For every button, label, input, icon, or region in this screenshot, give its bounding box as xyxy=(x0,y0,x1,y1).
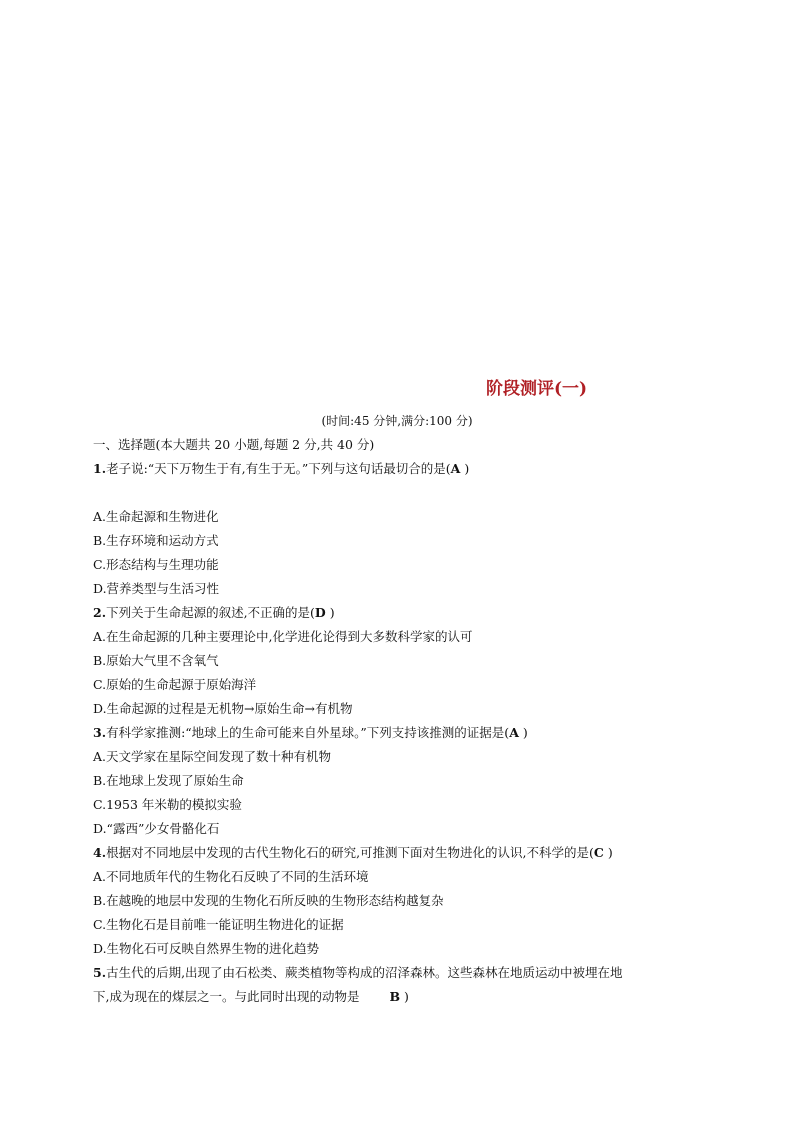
question-number: 3. xyxy=(93,725,107,740)
question-text: 下,成为现在的煤层之一。与此同时出现的动物是 xyxy=(93,989,360,1004)
answer-letter: A xyxy=(509,725,519,740)
question-4-option-b: B.在越晚的地层中发现的生物化石所反映的生物形态结构越复杂 xyxy=(93,893,444,908)
question-number: 2. xyxy=(93,605,107,620)
answer-letter: B xyxy=(389,989,401,1004)
question-4-option-c: C.生物化石是目前唯一能证明生物进化的证据 xyxy=(93,917,344,932)
question-4-option-d: D.生物化石可反映自然界生物的进化趋势 xyxy=(93,941,320,956)
answer-letter: D xyxy=(314,605,326,620)
question-4-option-a: A.不同地质年代的生物化石反映了不同的生活环境 xyxy=(93,869,369,884)
question-text: 老子说:“天下万物生于有,有生于无。”下列与这句话最切合的是( xyxy=(106,461,451,476)
question-1-option-d: D.营养类型与生活习性 xyxy=(93,581,220,596)
question-text: 有科学家推测:“地球上的生命可能来自外星球。”下列支持该推测的证据是( xyxy=(106,725,510,740)
question-5-stem-line1 xyxy=(93,965,623,981)
question-3-option-d: D.“露西”少女骨骼化石 xyxy=(93,821,220,836)
question-2-option-a: A.在生命起源的几种主要理论中,化学进化论得到大多数科学家的认可 xyxy=(93,629,473,644)
question-3-stem xyxy=(93,725,528,741)
question-2-option-b: B.原始大气里不含氧气 xyxy=(93,653,219,668)
answer-letter: A xyxy=(450,461,461,476)
answer-close: ) xyxy=(603,845,613,860)
question-text: 下列关于生命起源的叙述,不正确的是( xyxy=(106,605,315,620)
answer-letter: C xyxy=(593,845,604,860)
question-3-option-a: A.天文学家在星际空间发现了数十种有机物 xyxy=(93,749,332,764)
question-4-stem xyxy=(93,845,613,861)
question-text: 根据对不同地层中发现的古代生物化石的研究,可推测下面对生物进化的认识,不科学的是( xyxy=(106,845,594,860)
question-3-option-c: C.1953 年米勒的模拟实验 xyxy=(93,797,242,812)
answer-close: ) xyxy=(400,989,409,1004)
question-2-stem xyxy=(93,605,335,621)
exam-info: (时间:45 分钟,满分:100 分) xyxy=(321,414,473,428)
answer-close: ) xyxy=(325,605,335,620)
section-heading: 一、选择题(本大题共 20 小题,每题 2 分,共 40 分) xyxy=(93,437,375,452)
answer-close: ) xyxy=(460,461,470,476)
question-5-stem-line2 xyxy=(93,989,409,1005)
question-number: 1. xyxy=(93,461,107,476)
answer-close: ) xyxy=(518,725,528,740)
question-3-option-b: B.在地球上发现了原始生命 xyxy=(93,773,244,788)
question-1-stem xyxy=(93,461,469,477)
question-1-option-b: B.生存环境和运动方式 xyxy=(93,533,219,548)
question-number: 5. xyxy=(93,965,107,980)
question-number: 4. xyxy=(93,845,107,860)
question-text: 古生代的后期,出现了由石松类、蕨类植物等构成的沼泽森林。这些森林在地质运动中被埋在地 xyxy=(106,965,623,980)
page-title: 阶段测评(一) xyxy=(486,379,588,399)
question-1-option-a: A.生命起源和生物进化 xyxy=(93,509,219,524)
question-2-option-d: D.生命起源的过程是无机物→原始生命→有机物 xyxy=(93,701,353,716)
question-2-option-c: C.原始的生命起源于原始海洋 xyxy=(93,677,257,692)
question-1-option-c: C.形态结构与生理功能 xyxy=(93,557,219,572)
